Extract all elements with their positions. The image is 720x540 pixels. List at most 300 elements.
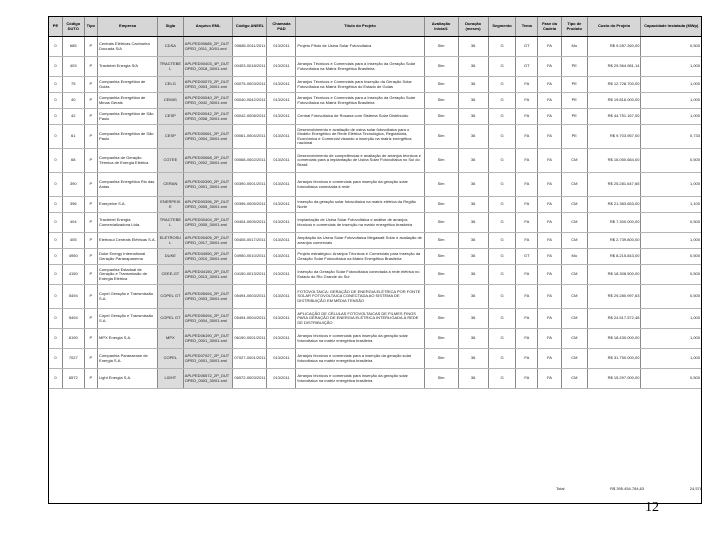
call-cell: 013/2011 — [267, 369, 296, 389]
theme-cell: FA — [516, 149, 538, 173]
project-title-cell: Inserção da geração solar fotovoltaica na matriz elétrica da Região Norte — [296, 197, 424, 213]
project-title-cell: Arranjos técnicos e comerciais para a inserção da geração solar fotovoltaica na matriz energética brasileira — [296, 349, 424, 369]
cost-cell: R$ 8.215.843,00 — [587, 249, 641, 265]
capacity-cell: 1,000 — [641, 173, 701, 197]
segment-cell: G — [488, 309, 516, 329]
pe-cell: 0 — [49, 77, 62, 93]
col-header: Sigla — [157, 17, 183, 37]
type-cell: P — [84, 149, 97, 173]
table-row — [49, 349, 701, 369]
table-row — [49, 369, 701, 389]
aneel-code-cell: 00396-0005/2011 — [233, 197, 267, 213]
segment-cell: G — [488, 285, 516, 309]
acronym-cell: CELG — [157, 77, 183, 93]
product-type-cell: PE — [561, 93, 587, 109]
acronym-cell: DUKE — [157, 249, 183, 265]
call-cell: 013/2011 — [267, 93, 296, 109]
pe-cell: 0 — [49, 57, 62, 77]
call-cell: 013/2011 — [267, 329, 296, 349]
eml-file-cell: APLPED06190_2P_DUTOPED_0001_30/01.xml — [183, 329, 233, 349]
cost-cell: R$ 12.728.700,00 — [587, 77, 641, 93]
theme-cell: FA — [516, 109, 538, 125]
call-cell: 013/2011 — [267, 349, 296, 369]
chain-phase-cell: FA — [538, 249, 562, 265]
total-capacity: 24,578 — [689, 486, 702, 491]
chain-phase-cell: FA — [538, 57, 562, 77]
call-cell: 013/2011 — [267, 249, 296, 265]
duto-code-cell: 4150 — [62, 265, 84, 285]
call-cell: 013/2011 — [267, 233, 296, 249]
type-cell: P — [84, 329, 97, 349]
total-label: Total — [556, 486, 565, 491]
capacity-cell: 1,100 — [641, 197, 701, 213]
aneel-code-cell: 00403-0018/2011 — [233, 57, 267, 77]
aneel-code-cell: 06572-0003/2011 — [233, 369, 267, 389]
table-row — [49, 329, 701, 349]
type-cell: P — [84, 309, 97, 329]
segment-cell: G — [488, 77, 516, 93]
col-header: Arquivo EML — [183, 17, 233, 37]
pe-cell: 0 — [49, 369, 62, 389]
aneel-code-cell: 00685-0011/2011 — [233, 37, 267, 57]
duration-cell: 36 — [458, 265, 488, 285]
chain-phase-cell: FA — [538, 37, 562, 57]
acronym-cell: CERAN — [157, 173, 183, 197]
cost-cell: R$ 21.383.653,00 — [587, 197, 641, 213]
evaluation-cell: Sim — [424, 309, 458, 329]
duto-code-cell: 7027 — [62, 349, 84, 369]
type-cell: P — [84, 173, 97, 197]
company-cell: Companhia Estadual de Geração e Transmissão de Energia Elétrica — [98, 265, 158, 285]
company-cell: MPX Energia S.A. — [98, 329, 158, 349]
product-type-cell: CM — [561, 233, 587, 249]
eml-file-cell: APLPED00068_2P_DUTOPED_0002_30/01.xml — [183, 149, 233, 173]
pe-cell: 0 — [49, 249, 62, 265]
duration-cell: 36 — [458, 77, 488, 93]
duration-cell: 36 — [458, 149, 488, 173]
product-type-cell: CM — [561, 213, 587, 233]
theme-cell: FA — [516, 349, 538, 369]
page-number: 12 — [645, 500, 659, 515]
chain-phase-cell: FA — [538, 285, 562, 309]
pe-cell: 0 — [49, 233, 62, 249]
acronym-cell: ELETROSUL — [157, 233, 183, 249]
evaluation-cell: Sim — [424, 109, 458, 125]
cost-cell: R$ 18.308.500,00 — [587, 265, 641, 285]
eml-file-cell: APLPED00040_2P_DUTOPED_0042_30/01.xml — [183, 93, 233, 109]
eml-file-cell: APLPED00042_2P_DUTOPED_0008_30/01.xml — [183, 109, 233, 125]
table-row — [49, 249, 701, 265]
eml-file-cell: APLPED07027_2P_DUTOPED_0001_30/01.xml — [183, 349, 233, 369]
duto-code-cell: 61 — [62, 125, 84, 149]
duto-code-cell: 390 — [62, 173, 84, 197]
segment-cell: G — [488, 109, 516, 125]
product-type-cell: CM — [561, 349, 587, 369]
capacity-cell: 0,500 — [641, 37, 701, 57]
company-cell: Companhia Paranaense de Energia S.A. — [98, 349, 158, 369]
evaluation-cell: Sim — [424, 213, 458, 233]
chain-phase-cell: FA — [538, 173, 562, 197]
capacity-cell: 1,000 — [641, 57, 701, 77]
project-title-cell: Projeto estratégico: Arranjos Técnicos e Comerciais para Inserção da Geração Solar Fotovoltaica na Matriz Energética Brasileira — [296, 249, 424, 265]
call-cell: 013/2011 — [267, 285, 296, 309]
type-cell: P — [84, 369, 97, 389]
acronym-cell: COPEL — [157, 349, 183, 369]
project-title-cell: Arranjos técnicos e comerciais para inserção da geração solar fotovoltaica conectada à rede — [296, 173, 424, 197]
acronym-cell: CDSA — [157, 37, 183, 57]
cost-cell: R$ 16.050.684,00 — [587, 149, 641, 173]
capacity-cell: 0,500 — [641, 149, 701, 173]
table-row — [49, 125, 701, 149]
evaluation-cell: Sim — [424, 329, 458, 349]
eml-file-cell: APLPED00075_2P_DUTOPED_0003_30/01.xml — [183, 77, 233, 93]
evaluation-cell: Sim — [424, 369, 458, 389]
col-header: Chamada P&D — [267, 17, 296, 37]
capacity-cell: 1,000 — [641, 93, 701, 109]
product-type-cell: CM — [561, 369, 587, 389]
product-type-cell: PE — [561, 125, 587, 149]
table-row — [49, 37, 701, 57]
type-cell: P — [84, 233, 97, 249]
segment-cell: G — [488, 349, 516, 369]
segment-cell: G — [488, 329, 516, 349]
acronym-cell: CESP — [157, 109, 183, 125]
project-title-cell: APLICAÇÃO DE CÉLULAS FOTOVOLTAICAS DE FILMES FINOS PARA GERAÇÃO DE ENERGIA ELÉTRICA INTERLIGADA À REDE DE DISTRIBUIÇÃO — [296, 309, 424, 329]
project-title-cell: Arranjos Técnicos e Comerciais para Inserção da Geração Solar Fotovoltaica na Matriz Energética do Estado de Goiás — [296, 77, 424, 93]
evaluation-cell: Sim — [424, 93, 458, 109]
aneel-code-cell: 00042-0008/2011 — [233, 109, 267, 125]
segment-cell: G — [488, 233, 516, 249]
duto-code-cell: 396 — [62, 197, 84, 213]
product-type-cell: CM — [561, 309, 587, 329]
evaluation-cell: Sim — [424, 173, 458, 197]
type-cell: P — [84, 109, 97, 125]
pe-cell: 0 — [49, 197, 62, 213]
evaluation-cell: Sim — [424, 197, 458, 213]
table-row — [49, 149, 701, 173]
eml-file-cell: APLPED00405_2P_DUTOPED_0017_30/01.xml — [183, 233, 233, 249]
type-cell: P — [84, 249, 97, 265]
cost-cell: R$ 15.297.000,00 — [587, 369, 641, 389]
duto-code-cell: 68 — [62, 149, 84, 173]
evaluation-cell: Sim — [424, 349, 458, 369]
duto-code-cell: 5494 — [62, 309, 84, 329]
project-title-cell: Desenvolvimento de competências e avaliação de arranjos técnicos e comerciais para a implantação de Usina Solar Fotovoltaica no Sul do Brasil — [296, 149, 424, 173]
col-header: Código DUTO — [62, 17, 84, 37]
col-header: PE — [49, 17, 62, 37]
col-header: Tema — [516, 17, 538, 37]
call-cell: 013/2011 — [267, 265, 296, 285]
duration-cell: 36 — [458, 249, 488, 265]
table-row — [49, 197, 701, 213]
chain-phase-cell: FA — [538, 369, 562, 389]
capacity-cell: 1,000 — [641, 233, 701, 249]
capacity-cell: 0,500 — [641, 213, 701, 233]
evaluation-cell: Sim — [424, 149, 458, 173]
chain-phase-cell: FA — [538, 149, 562, 173]
product-type-cell: CM — [561, 265, 587, 285]
theme-cell: FA — [516, 285, 538, 309]
evaluation-cell: Sim — [424, 37, 458, 57]
theme-cell: FA — [516, 213, 538, 233]
segment-cell: G — [488, 125, 516, 149]
duration-cell: 36 — [458, 349, 488, 369]
product-type-cell: CM — [561, 329, 587, 349]
segment-cell: G — [488, 93, 516, 109]
cost-cell: R$ 29.280.997,63 — [587, 285, 641, 309]
evaluation-cell: Sim — [424, 233, 458, 249]
call-cell: 013/2011 — [267, 173, 296, 197]
capacity-cell: 1,000 — [641, 109, 701, 125]
acronym-cell: CEMIG — [157, 93, 183, 109]
project-title-cell: Implantação de Usina Solar Fotovoltaica e análise de arranjos técnicos e comerciais de inserção na matriz energética brasileira — [296, 213, 424, 233]
acronym-cell: TRACTEBEL — [157, 213, 183, 233]
segment-cell: G — [488, 37, 516, 57]
capacity-cell: 0,500 — [641, 285, 701, 309]
company-cell: Tractebel Energia Comercializadora Ltda. — [98, 213, 158, 233]
product-type-cell: Mo — [561, 37, 587, 57]
pe-cell: 0 — [49, 285, 62, 309]
aneel-code-cell: 00404-0005/2011 — [233, 213, 267, 233]
aneel-code-cell: 07027-0001/2011 — [233, 349, 267, 369]
solar-projects-table — [49, 17, 701, 389]
project-title-cell: FOTOVOLTAICA: GERAÇÃO DE ENERGIA ELÉTRICA POR FONTE SOLAR FOTOVOLTAICA CONECTADA AO SISTEMA DE DISTRIBUIÇÃO EM MÉDIA TENSÃO — [296, 285, 424, 309]
table-row — [49, 265, 701, 285]
theme-cell: GT — [516, 37, 538, 57]
project-title-cell: Arranjos Técnicos e Comerciais para a Inserção da Geração Solar Fotovoltaica na Matriz Energética Brasileira — [296, 93, 424, 109]
company-cell: Companhia Energética Rio das Antas — [98, 173, 158, 197]
acronym-cell: MPX — [157, 329, 183, 349]
type-cell: P — [84, 77, 97, 93]
duration-cell: 36 — [458, 329, 488, 349]
capacity-cell: 0,500 — [641, 265, 701, 285]
acronym-cell: COPEL GT — [157, 309, 183, 329]
col-header: Custo do Projeto — [587, 17, 641, 37]
col-header: Fase da Cadeia — [538, 17, 562, 37]
product-type-cell: PE — [561, 77, 587, 93]
acronym-cell: TRACTEBEL — [157, 57, 183, 77]
pe-cell: 0 — [49, 265, 62, 285]
company-cell: Companhia de Geração Térmica de Energia Elétrica — [98, 149, 158, 173]
project-title-cell: Inserção da Geração Solar Fotovoltaica conectada à rede elétrica no Estado do Rio Grande do Sul — [296, 265, 424, 285]
theme-cell: FA — [516, 265, 538, 285]
aneel-code-cell: 00068-0002/2011 — [233, 149, 267, 173]
pe-cell: 0 — [49, 37, 62, 57]
call-cell: 013/2011 — [267, 125, 296, 149]
duto-code-cell: 75 — [62, 77, 84, 93]
cost-cell: R$ 7.300.000,00 — [587, 213, 641, 233]
total-row — [556, 486, 702, 491]
aneel-code-cell: 04150-0013/2011 — [233, 265, 267, 285]
col-header: Capacidade Instalada (MWp) — [641, 17, 701, 37]
evaluation-cell: Sim — [424, 125, 458, 149]
company-cell: Companhia Energética de Goiás — [98, 77, 158, 93]
cost-cell: R$ 2.739.800,00 — [587, 233, 641, 249]
cost-cell: R$ 9.287.260,00 — [587, 37, 641, 57]
duto-code-cell: 685 — [62, 37, 84, 57]
evaluation-cell: Sim — [424, 265, 458, 285]
segment-cell: G — [488, 57, 516, 77]
project-title-cell: Ampliação da Usina Solar Fotovoltaica Megawatt Solar e avaliação de arranjos comerciais — [296, 233, 424, 249]
company-cell: Duke Energy International Geração Paranapanema — [98, 249, 158, 265]
capacity-cell: 1,000 — [641, 77, 701, 93]
project-title-cell: Projeto Piloto de Usina Solar Fotovoltaica — [296, 37, 424, 57]
eml-file-cell: APLPED00061_2P_DUTOPED_0004_30/01.xml — [183, 125, 233, 149]
call-cell: 013/2011 — [267, 37, 296, 57]
col-header: Duração (meses) — [458, 17, 488, 37]
call-cell: 013/2011 — [267, 77, 296, 93]
duration-cell: 36 — [458, 93, 488, 109]
company-cell: Copel Geração e Transmissão S.A. — [98, 285, 158, 309]
company-cell: Eletrosul Centrais Elétricas S.A. — [98, 233, 158, 249]
duto-code-cell: 403 — [62, 57, 84, 77]
aneel-code-cell: 00075-0003/2011 — [233, 77, 267, 93]
table-row — [49, 77, 701, 93]
cost-cell: R$ 29.364.981,14 — [587, 57, 641, 77]
chain-phase-cell: FA — [538, 109, 562, 125]
duration-cell: 36 — [458, 57, 488, 77]
company-cell: Companhia Energética de Minas Gerais — [98, 93, 158, 109]
duration-cell: 36 — [458, 37, 488, 57]
table-header-row — [49, 17, 701, 37]
segment-cell: G — [488, 149, 516, 173]
call-cell: 013/2011 — [267, 213, 296, 233]
aneel-code-cell: 00040-0042/2011 — [233, 93, 267, 109]
type-cell: P — [84, 93, 97, 109]
duto-code-cell: 42 — [62, 109, 84, 125]
eml-file-cell: APLPED00390_2P_DUTOPED_0001_30/01.xml — [183, 173, 233, 197]
type-cell: P — [84, 125, 97, 149]
duto-code-cell: 6190 — [62, 329, 84, 349]
capacity-cell: 1,000 — [641, 309, 701, 329]
chain-phase-cell: FA — [538, 329, 562, 349]
type-cell: P — [84, 37, 97, 57]
type-cell: P — [84, 265, 97, 285]
pe-cell: 0 — [49, 149, 62, 173]
company-cell: Centrais Elétricas Cachoeira Dourada S/A — [98, 37, 158, 57]
company-cell: Tractebel Energia S/A — [98, 57, 158, 77]
company-cell: Companhia Energética de São Paulo — [98, 109, 158, 125]
chain-phase-cell: FA — [538, 197, 562, 213]
segment-cell: G — [488, 197, 516, 213]
company-cell: Enerpeixe S.A. — [98, 197, 158, 213]
table-row — [49, 173, 701, 197]
duration-cell: 36 — [458, 109, 488, 125]
duto-code-cell: 6572 — [62, 369, 84, 389]
duto-code-cell: 4950 — [62, 249, 84, 265]
chain-phase-cell: FA — [538, 265, 562, 285]
type-cell: P — [84, 285, 97, 309]
aneel-code-cell: 05494-0003/2011 — [233, 285, 267, 309]
type-cell: P — [84, 349, 97, 369]
pe-cell: 0 — [49, 173, 62, 197]
table-row — [49, 109, 701, 125]
chain-phase-cell: FA — [538, 349, 562, 369]
duration-cell: 36 — [458, 285, 488, 309]
project-title-cell: Central Fotovoltaica de Rosana com Sistema Solar Distribuído — [296, 109, 424, 125]
col-header: Código ANEEL — [233, 17, 267, 37]
call-cell: 013/2011 — [267, 309, 296, 329]
eml-file-cell: APLPED05494_2P_DUTOPED_0004_30/01.xml — [183, 309, 233, 329]
duration-cell: 36 — [458, 197, 488, 213]
capacity-cell: 1,000 — [641, 329, 701, 349]
acronym-cell: LIGHT — [157, 369, 183, 389]
pe-cell: 0 — [49, 213, 62, 233]
call-cell: 013/2011 — [267, 149, 296, 173]
cost-cell: R$ 31.750.000,00 — [587, 349, 641, 369]
product-type-cell: PE — [561, 109, 587, 125]
evaluation-cell: Sim — [424, 57, 458, 77]
eml-file-cell: APLPED04950_2P_DUTOPED_0010_30/01.xml — [183, 249, 233, 265]
cost-cell: R$ 44.751.167,00 — [587, 109, 641, 125]
acronym-cell: CESP — [157, 125, 183, 149]
eml-file-cell: APLPED00404_2P_DUTOPED_0005_30/01.xml — [183, 213, 233, 233]
table-body — [49, 37, 701, 389]
theme-cell: FA — [516, 77, 538, 93]
company-cell: Copel Geração e Transmissão S.A. — [98, 309, 158, 329]
evaluation-cell: Sim — [424, 285, 458, 309]
company-cell: Light Energia S.A. — [98, 369, 158, 389]
col-header: Título do Projeto — [296, 17, 424, 37]
capacity-cell: 0,500 — [641, 249, 701, 265]
eml-file-cell: APLPED00403_4P_DUTOPED_0018_30/01.xml — [183, 57, 233, 77]
capacity-cell: 1,000 — [641, 349, 701, 369]
col-header: Avaliação Inicial1 — [424, 17, 458, 37]
aneel-code-cell: 05494-0004/2011 — [233, 309, 267, 329]
product-type-cell: CM — [561, 197, 587, 213]
segment-cell: G — [488, 249, 516, 265]
aneel-code-cell: 00390-0001/2011 — [233, 173, 267, 197]
duration-cell: 36 — [458, 213, 488, 233]
segment-cell: G — [488, 369, 516, 389]
col-header: Tipo de Produto — [561, 17, 587, 37]
cost-cell: R$ 25.281.647,65 — [587, 173, 641, 197]
duto-code-cell: 404 — [62, 213, 84, 233]
table-row — [49, 233, 701, 249]
chain-phase-cell: FA — [538, 213, 562, 233]
capacity-cell: 0,500 — [641, 369, 701, 389]
table-row — [49, 309, 701, 329]
col-header: Empresa — [98, 17, 158, 37]
aneel-code-cell: 00061-0004/2011 — [233, 125, 267, 149]
theme-cell: FA — [516, 233, 538, 249]
cost-cell: R$ 24.517.572,48 — [587, 309, 641, 329]
table-row — [49, 57, 701, 77]
chain-phase-cell: FA — [538, 93, 562, 109]
theme-cell: FA — [516, 369, 538, 389]
project-title-cell: Desenvolvimento e avaliação de usina solar fotovoltaica para o Modelo Energético de Rede Elétrica Tecnológica, Regulatória, Econômica e Comercial visando a inserção na matriz energética nacional — [296, 125, 424, 149]
pe-cell: 0 — [49, 109, 62, 125]
pe-cell: 0 — [49, 125, 62, 149]
project-title-cell: Arranjos Técnicos e Comerciais para a Inserção da Geração Solar Fotovoltaica na Matriz Energética Brasileira — [296, 57, 424, 77]
theme-cell: GT — [516, 57, 538, 77]
pe-cell: 0 — [49, 309, 62, 329]
chain-phase-cell: FA — [538, 125, 562, 149]
segment-cell: G — [488, 265, 516, 285]
table-row — [49, 285, 701, 309]
col-header: Tipo — [84, 17, 97, 37]
duto-code-cell: 40 — [62, 93, 84, 109]
pe-cell: 0 — [49, 93, 62, 109]
chain-phase-cell: FA — [538, 77, 562, 93]
capacity-cell: 0,733 — [641, 125, 701, 149]
total-cost: R$ 395.454.784,63 — [610, 486, 645, 491]
duration-cell: 36 — [458, 233, 488, 249]
product-type-cell: CM — [561, 173, 587, 197]
pe-cell: 0 — [49, 349, 62, 369]
aneel-code-cell: 06190-0001/2011 — [233, 329, 267, 349]
theme-cell: FA — [516, 173, 538, 197]
